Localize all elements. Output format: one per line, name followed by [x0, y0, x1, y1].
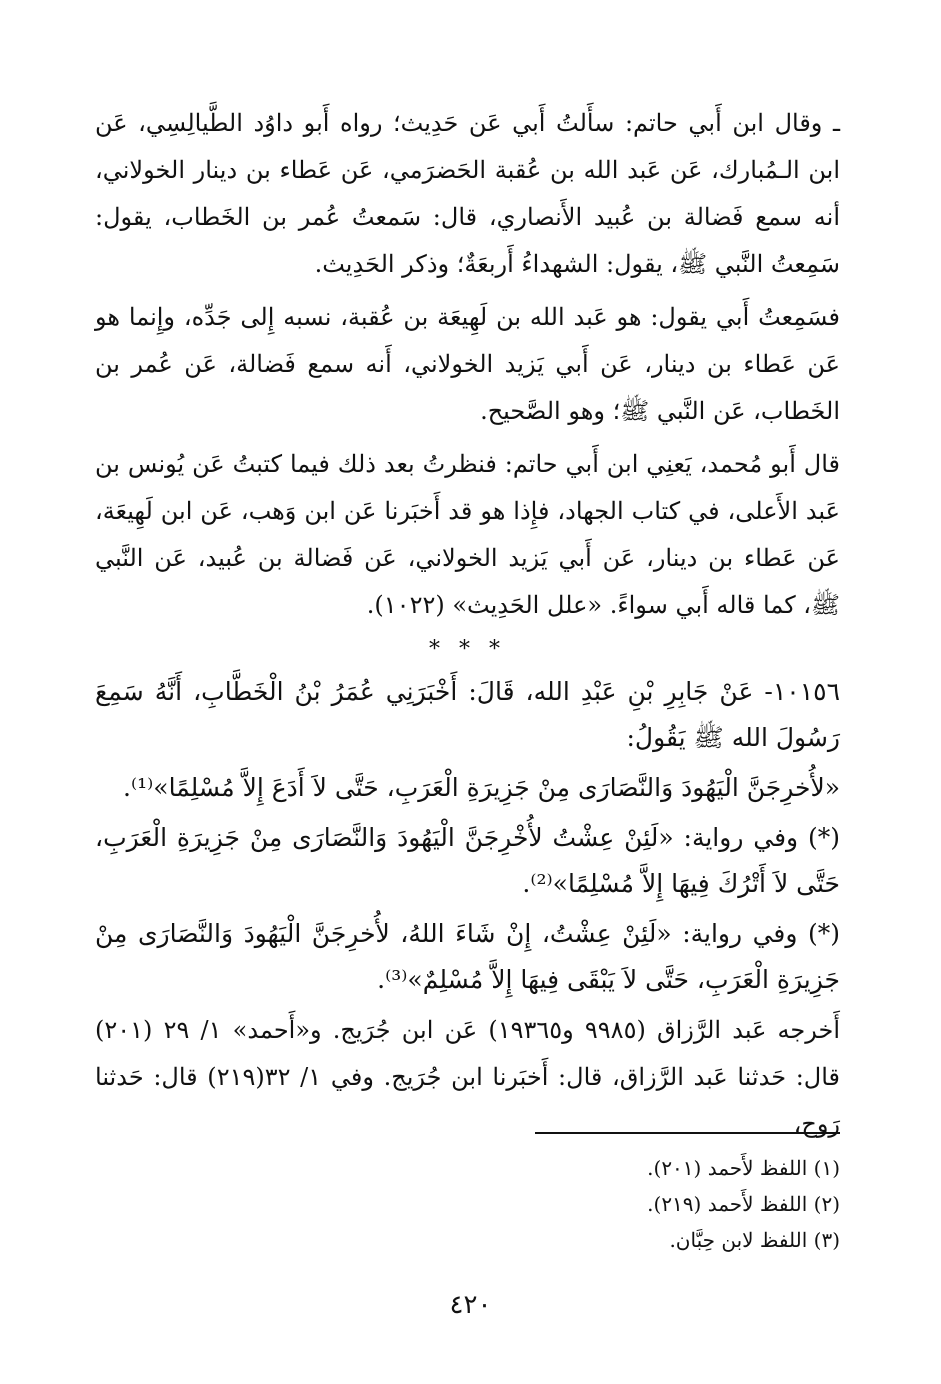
hadith-variant-1: (*) وفي رواية: «لَئِنْ عِشْتُ لأُخْرِجَنَّ الْيَهُودَ وَالنَّصَارَى مِنْ جَزِيرَةِ الْعَرَبِ، حَتَّى لاَ أَتْرُكَ فِيهَا إِلاَّ مُسْلِمًا»⁽²⁾.: [95, 823, 840, 898]
section-separator: * * *: [429, 637, 506, 662]
hadith-text: «لأُخرِجَنَّ الْيَهُودَ وَالنَّصَارَى مِنْ جَزِيرَةِ الْعَرَبِ، حَتَّى لاَ أَدَعَ إِلاَّ مُسْلِمًا»⁽¹⁾.: [123, 773, 840, 802]
paragraph-1: ـ وقال ابن أَبي حاتم: سأَلتُ أَبي عَن حَدِيث؛ رواه أَبو داوُد الطَّيالِسِي، عَن ابن الـمُبارك، عَن عَبد الله بن عُقبة الحَضرَمي، عَن عَطاء بن دينار الخولاني، أنه سمع فَضالة بن عُبيد الأَنصاري، قال: سَمعتُ عُمر بن الخَطاب، يقول: سَمِعتُ النَّبي ﷺ، يقول: الشهداءُ أَربعَةٌ؛ وذكر الحَدِيث.: [95, 109, 840, 278]
paragraph-3: قال أَبو مُحمد، يَعنِي ابن أَبي حاتم: فنظرتُ بعد ذلك فيما كتبتُ عَن يُونس بن عَبد الأَعلى، في كتاب الجهاد، فإِذا هو قد أَخبَرنا عَن ابن وَهب، عَن ابن لَهِيعَة، عَن عَطاء بن دينار، عَن أَبي يَزيد الخولاني، عَن فَضالة بن عُبيد، عَن النَّبي ﷺ، كما قاله أَبي سواءً. «علل الحَدِيث» (١٠٢٢).: [95, 450, 840, 619]
takhrij-paragraph: أَخرجه عَبد الرَّزاق (٩٩٨٥ و١٩٣٦٥) عَن ابن جُرَيج. و«أَحمد» ١/ ٢٩ (٢٠١) قال: حَدثنا عَبد الرَّزاق، قال: أَخبَرنا ابن جُرَيج. وفي ١/ ٣٢(٢١٩) قال: حَدثنا رَوح،: [95, 1016, 841, 1138]
footnote-1: (١) اللفظ لأَحمد (٢٠١).: [647, 1156, 840, 1180]
footnote-2: (٢) اللفظ لأَحمد (٢١٩).: [647, 1192, 840, 1216]
footnotes: [240, 1150, 840, 1258]
hadith-intro: ١٠١٥٦- عَنْ جَابِرِ بْنِ عَبْدِ الله، قَالَ: أَخْبَرَنِي عُمَرُ بْنُ الْخَطَّابِ، أَنَّهُ سَمِعَ رَسُولَ الله ﷺ يَقُولُ:: [95, 677, 840, 752]
page-number: ٤٢٠: [449, 1290, 492, 1320]
hadith-variant-2: (*) وفي رواية: «لَئِنْ عِشْتُ، إِنْ شَاءَ اللهُ، لأُخرِجَنَّ الْيَهُودَ وَالنَّصَارَى مِنْ جَزِيرَةِ الْعَرَبِ، حَتَّى لاَ يَبْقَى فِيهَا إِلاَّ مُسْلِمٌ»⁽³⁾.: [95, 919, 840, 994]
footnote-3: (٣) اللفظ لابن حِبَّان.: [669, 1228, 840, 1252]
footnote-separator: [535, 1132, 840, 1134]
main-text: [95, 100, 840, 1154]
paragraph-2: فسَمِعتُ أَبي يقول: هو عَبد الله بن لَهِيعَة بن عُقبة، نسبه إِلى جَدِّه، وإِنما هو عَن عَطاء بن دينار، عَن أَبي يَزيد الخولاني، أَنه سمع فَضالة، عَن عُمر بن الخَطاب، عَن النَّبي ﷺ؛ وهو الصَّحيح.: [95, 303, 840, 425]
